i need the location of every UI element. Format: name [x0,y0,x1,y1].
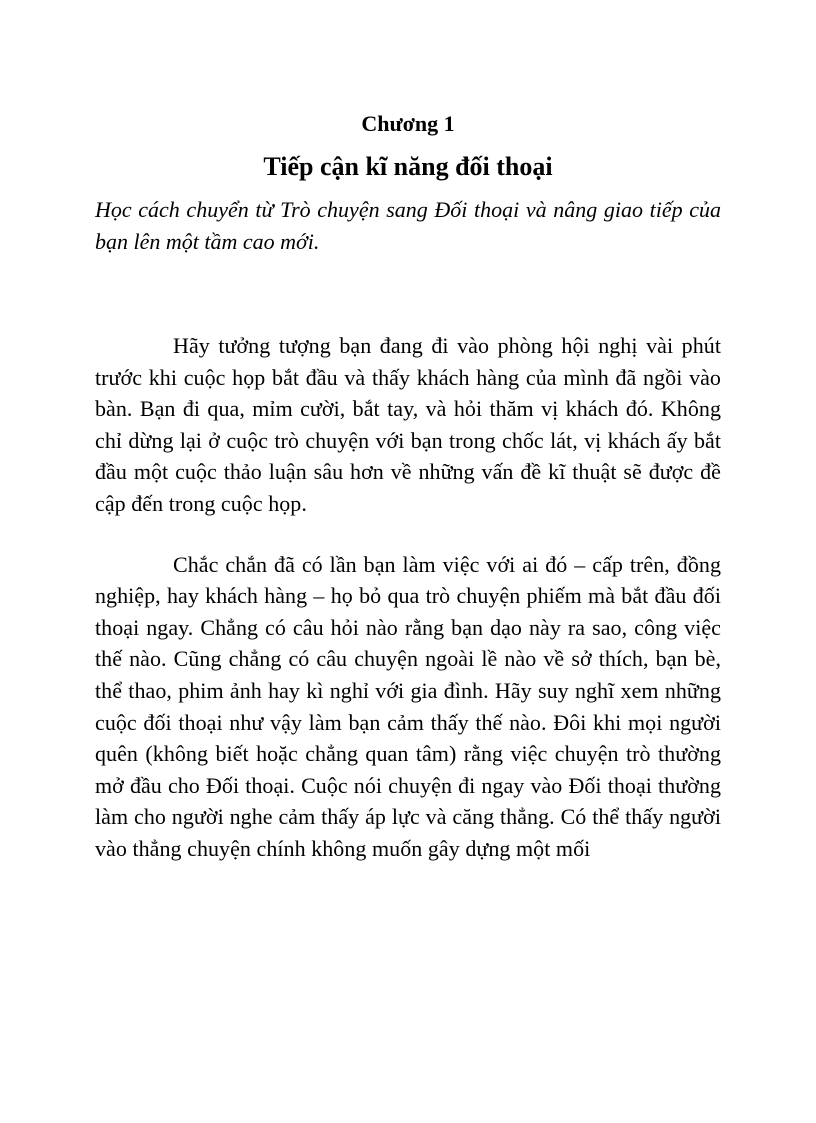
chapter-subtitle: Học cách chuyển từ Trò chuyện sang Đối thoại và nâng giao tiếp của bạn lên một tầm cao mới. [95,197,721,254]
book-page [95,110,721,865]
body-paragraph-2: Chắc chắn đã có lần bạn làm việc với ai đó – cấp trên, đồng nghiệp, hay khách hàng – họ bỏ qua trò chuyện phiếm mà bắt đầu đối thoại ngay. Chẳng có câu hỏi nào rằng bạn dạo này ra sao, công việc thế nào. Cũng chẳng có câu chuyện ngoài lề nào về sở thích, bạn bè, thể thao, phim ảnh hay kì nghỉ với gia đình. Hãy suy nghĩ xem những cuộc đối thoại như vậy làm bạn cảm thấy thế nào. Đôi khi mọi người quên (không biết hoặc chẳng quan tâm) rằng việc chuyện trò thường mở đầu cho Đối thoại. Cuộc nói chuyện đi ngay vào Đối thoại thường làm cho người nghe cảm thấy áp lực và căng thẳng. Có thể thấy người vào thẳng chuyện chính không muốn gây dựng một mối [95,551,721,861]
chapter-label: Chương 1 [361,111,455,136]
body-paragraph-1: Hãy tưởng tượng bạn đang đi vào phòng hội nghị vài phút trước khi cuộc họp bắt đầu và thấy khách hàng của mình đã ngồi vào bàn. Bạn đi qua, mỉm cười, bắt tay, và hỏi thăm vị khách đó. Không chỉ dừng lại ở cuộc trò chuyện với bạn trong chốc lát, vị khách ấy bắt đầu một cuộc thảo luận sâu hơn về những vấn đề kĩ thuật sẽ được đề cập đến trong cuộc họp. [95,333,721,516]
chapter-title: Tiếp cận kĩ năng đối thoại [263,152,553,181]
